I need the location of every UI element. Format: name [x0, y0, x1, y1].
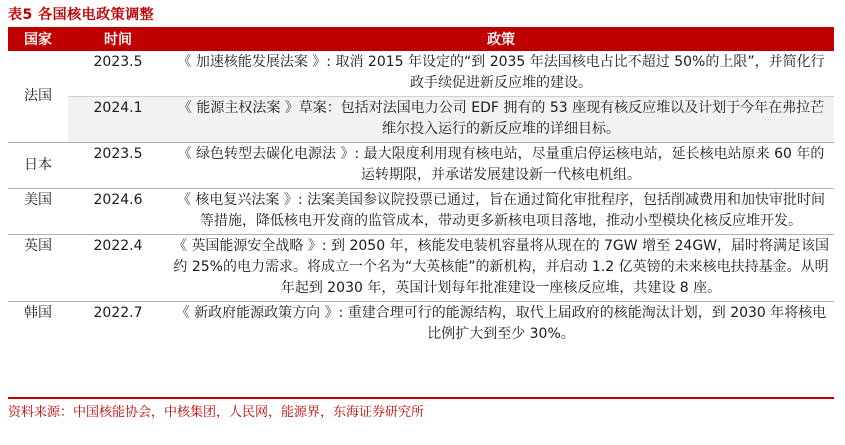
time-cell: 2022.7 [93, 305, 143, 321]
time-cell: 2024.6 [68, 189, 168, 235]
country-cell: 美国 [8, 189, 68, 235]
source-note: 资料来源：中国核能协会，中核集团，人民网，能源界，东海证券研究所 [8, 405, 425, 420]
country-cell: 法国 [8, 51, 68, 143]
policy-cell: 《 英国能源安全战略 》: 到 2050 年，核能发电装机容量将从现在的 7GW 增至 24GW，届时将满足该国约 25%的电力需求。将成立一个名为“大英核能”的新机构，并启动 1.2 亿英镑的未来核电扶持基金。从明年起到 2030 年，英国计划每年批准建设一座核反应堆，共建设 8 座。 [168, 235, 834, 302]
policy-cell: 《 能源主权法案 》草案：包括对法国电力公司 EDF 拥有的 53 座现有核反应堆以及计划于今年在弗拉芒维尔投入运行的新反应堆的详细目标。 [168, 97, 834, 143]
country-cell: 韩国 [24, 305, 52, 321]
header-country: 国家 [8, 27, 68, 51]
table-row [8, 143, 834, 189]
table-row [8, 51, 834, 97]
time-cell: 2024.1 [68, 97, 168, 143]
time-cell: 2022.4 [68, 235, 168, 302]
policy-cell: 《 新政府能源政策方向 》: 重建合理可行的能源结构，取代上届政府的核能淘汰计划，到 2030 年将核电比例扩大到至少 30%。 [175, 305, 827, 342]
time-cell: 2023.5 [68, 143, 168, 189]
time-cell: 2023.5 [93, 54, 143, 70]
policy-table [8, 27, 834, 347]
bottom-rule [8, 397, 834, 399]
policy-cell: 《 加速核能发展法案 》: 取消 2015 年设定的“到 2035 年法国核电占比不超过 50%的上限”，并简化行政手续促进新反应堆的建设。 [177, 54, 825, 91]
table-row [8, 235, 834, 302]
country-cell: 日本 [8, 143, 68, 189]
table-row [8, 189, 834, 235]
country-cell: 英国 [8, 235, 68, 302]
table-row [8, 97, 834, 143]
policy-cell: 《 核电复兴法案 》: 法案美国参议院投票已通过，旨在通过简化审批程序，包括削减费用和加快审批时间等措施，降低核电开发商的监管成本，带动更多新核电项目落地，推动小型模块化核反应堆开发。 [168, 189, 834, 235]
table-row [8, 302, 834, 348]
header-time: 时间 [68, 27, 168, 51]
table-header-row [8, 27, 834, 51]
table-title: 表5 各国核电政策调整 [8, 7, 155, 23]
header-policy: 政策 [168, 27, 834, 51]
policy-cell: 《 绿色转型去碳化电源法 》: 最大限度利用现有核电站，尽量重启停运核电站，延长核电站原来 60 年的运转期限，并承诺发展建设新一代核电机组。 [168, 143, 834, 189]
